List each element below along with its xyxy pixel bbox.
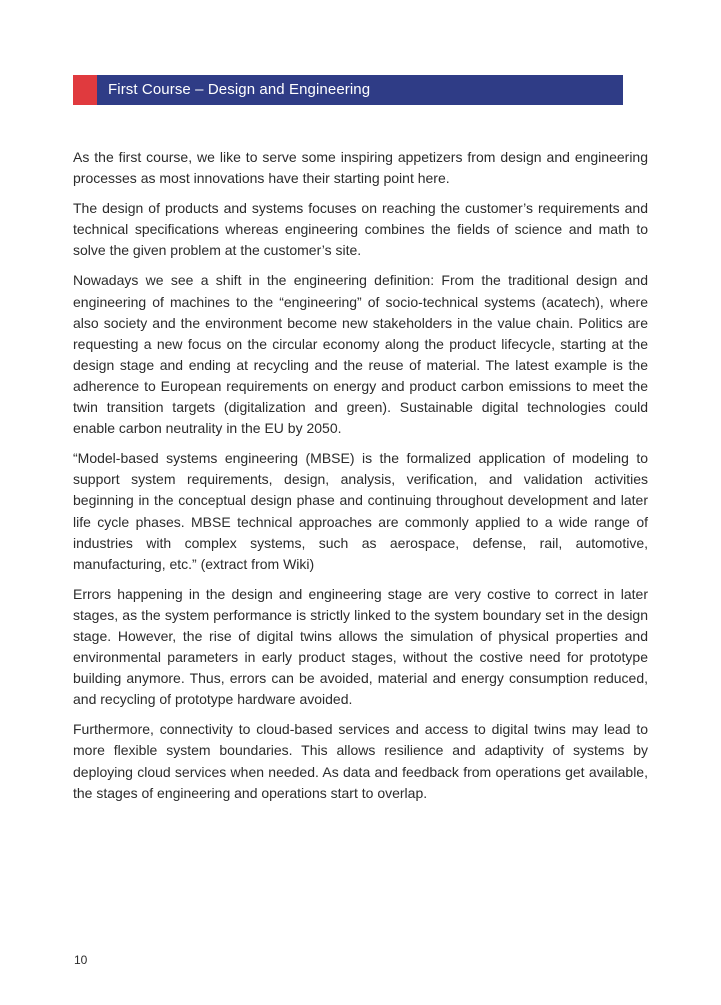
paragraph-connectivity: Furthermore, connectivity to cloud-based services and access to digital twins may lead to more flexible system boundaries. This allows resilience and adaptivity of systems by deploying cloud services when needed. As data and feedback from operations get available, the stages of engineering and operations start to overlap. (73, 721, 648, 801)
body-text (73, 147, 648, 813)
section-header (73, 75, 623, 105)
page-number: 10 (74, 953, 88, 967)
header-accent-bar (73, 75, 97, 105)
paragraph-mbse-quote: “Model-based systems engineering (MBSE) is the formalized application of modeling to support system requirements, design, analysis, verification, and validation activities beginning in the conceptual design phase and continuing throughout development and later life cycle phases. MBSE technical approaches are commonly applied to a wide range of industries with complex systems, such as aerospace, defense, rail, automotive, manufacturing, etc.” (extract from Wiki) (73, 450, 648, 572)
paragraph-design: The design of products and systems focuses on reaching the customer’s requirements and technical specifications whereas engineering combines the fields of science and math to solve the given problem at the customer’s site. (73, 200, 648, 259)
paragraph-engineering-shift: Nowadays we see a shift in the engineering definition: From the traditional design and engineering of machines to the “engineering” of socio-technical systems (acatech), where also society and the environment become new stakeholders in the value chain. Politics are requesting a new focus on the circular economy along the product lifecycle, starting at the design stage and ending at recycling and the reuse of material. The latest example is the adherence to European requirements on energy and product carbon emissions to meet the twin transition targets (digitalization and green). Sustainable digital technologies could enable carbon neutrality in the EU by 2050. (73, 272, 648, 437)
section-title: First Course – Design and Engineering (97, 75, 623, 105)
paragraph-errors: Errors happening in the design and engineering stage are very costive to correct in later stages, as the system performance is strictly linked to the system boundary set in the design stage. However, the rise of digital twins allows the simulation of physical properties and environmental parameters in early product stages, without the costive need for prototype building anymore. Thus, errors can be avoided, material and energy consumption reduced, and recycling of prototype hardware avoided. (73, 585, 648, 708)
paragraph-intro: As the first course, we like to serve some inspiring appetizers from design and engineering processes as most innovations have their starting point here. (73, 149, 648, 187)
